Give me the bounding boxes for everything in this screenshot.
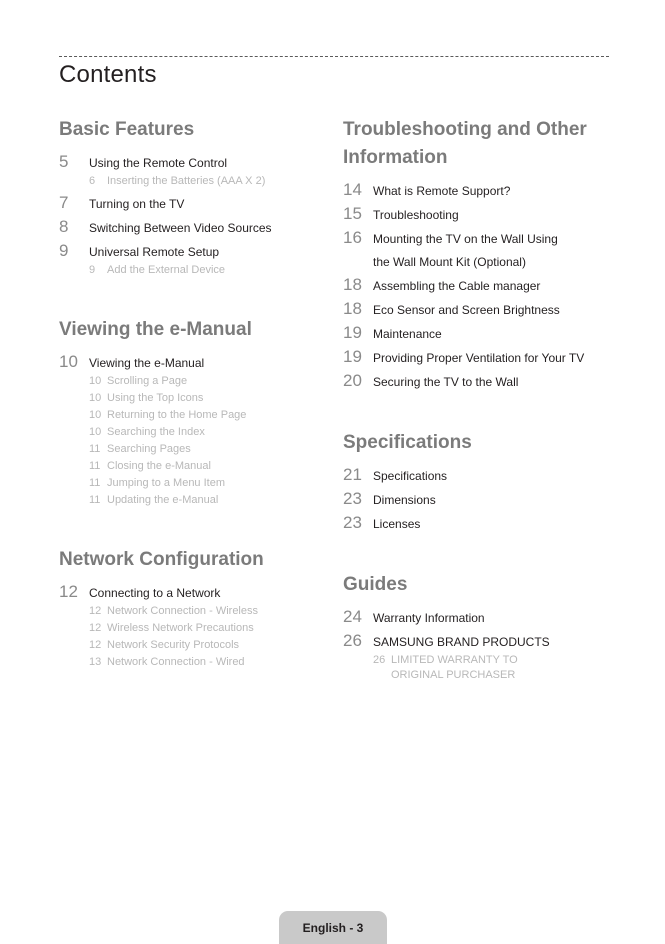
- entry-label: [89, 585, 220, 602]
- entry-page-number: 16: [343, 228, 362, 247]
- entry-label-line: What is Remote Support?: [373, 184, 511, 198]
- section-title: Viewing the e-Manual: [59, 319, 252, 340]
- subentry-label: [107, 263, 225, 278]
- subentry-page-number: 11: [89, 494, 101, 506]
- entry-label: [89, 196, 184, 213]
- entry-label-line: Specifications: [373, 469, 448, 483]
- subentry-page-number: 10: [89, 409, 102, 421]
- toc-right-column: [343, 116, 613, 683]
- toc-subentry[interactable]: [89, 263, 329, 278]
- subentry-page-number: 11: [89, 460, 101, 472]
- entry-page-number: 19: [343, 323, 362, 342]
- entry-label-line: Eco Sensor and Screen Brightness: [373, 303, 560, 317]
- subentry-label: [107, 408, 246, 423]
- entry-label: [373, 492, 436, 509]
- entry-label: [373, 207, 459, 224]
- entry-label-line: Maintenance: [373, 327, 442, 341]
- subentry-label-line: Searching the Index: [107, 426, 205, 438]
- entry-label-line: Providing Proper Ventilation for Your TV: [373, 351, 585, 365]
- toc-subentry[interactable]: [89, 493, 329, 508]
- toc-subentry[interactable]: [373, 653, 613, 683]
- toc-entry[interactable]: [343, 347, 613, 367]
- toc-entry[interactable]: [343, 299, 613, 319]
- toc-entry[interactable]: [59, 152, 329, 172]
- subentry-label-line: Returning to the Home Page: [107, 409, 247, 421]
- toc-subentry[interactable]: [89, 174, 329, 189]
- subentry-label-line: Closing the e-Manual: [107, 460, 211, 472]
- toc-section: [59, 316, 329, 508]
- entry-page-number: 8: [59, 217, 69, 236]
- subentry-page-number: 6: [89, 175, 96, 187]
- toc-entry[interactable]: [343, 371, 613, 391]
- entry-label-line: Licenses: [373, 517, 421, 531]
- toc-subentry[interactable]: [89, 442, 329, 457]
- entry-page-number: 24: [343, 607, 362, 626]
- entry-label: [89, 220, 272, 237]
- subentry-label: [107, 391, 203, 406]
- subentry-label-line: Network Security Protocols: [107, 639, 240, 651]
- entry-label-line: Securing the TV to the Wall: [373, 375, 519, 389]
- entry-page-number: 5: [59, 152, 69, 171]
- subentry-page-number: 10: [89, 426, 102, 438]
- entry-page-number: 18: [343, 299, 362, 318]
- subentry-label: [107, 621, 254, 636]
- page-footer-tab: English - 3: [279, 911, 387, 944]
- entry-page-number: 14: [343, 180, 362, 199]
- toc-entry[interactable]: [343, 607, 613, 627]
- subentry-label-line: Updating the e-Manual: [107, 494, 219, 506]
- subentry-label: [107, 476, 225, 491]
- entry-list: [343, 180, 613, 391]
- toc-entry[interactable]: [59, 193, 329, 213]
- subentry-label: [107, 655, 245, 670]
- entry-label-line: Assembling the Cable manager: [373, 279, 541, 293]
- toc-subentry[interactable]: [89, 408, 329, 423]
- section-title: Troubleshooting and Other Information: [343, 119, 587, 168]
- entry-label-line: Dimensions: [373, 493, 436, 507]
- entry-label: [373, 278, 540, 295]
- subentry-label: [107, 374, 187, 389]
- subentry-label-line: ORIGINAL PURCHASER: [391, 669, 516, 681]
- toc-section: [343, 116, 613, 391]
- toc-entry[interactable]: [343, 489, 613, 509]
- entry-label: [373, 610, 485, 627]
- toc-entry[interactable]: [343, 228, 613, 271]
- subentry-page-number: 13: [89, 656, 102, 668]
- subentry-label-line: Searching Pages: [107, 443, 191, 455]
- toc-subentry[interactable]: [89, 604, 329, 619]
- entry-page-number: 23: [343, 513, 362, 532]
- toc-entry[interactable]: [343, 465, 613, 485]
- subentry-label: [107, 442, 191, 457]
- subentry-page-number: 9: [89, 264, 96, 276]
- subentry-label: [391, 653, 518, 683]
- entry-label: [373, 302, 560, 319]
- entry-label: [373, 350, 584, 367]
- subentry-label: [107, 425, 205, 440]
- subentry-label-line: Jumping to a Menu Item: [107, 477, 226, 489]
- toc-entry[interactable]: [343, 323, 613, 343]
- entry-label-line: Warranty Information: [373, 611, 485, 625]
- entry-label: [89, 155, 227, 172]
- subentry-label-line: Scrolling a Page: [107, 375, 188, 387]
- subentry-label-line: Add the External Device: [107, 264, 226, 276]
- entry-list: [59, 352, 329, 508]
- toc-entry[interactable]: [343, 631, 613, 651]
- subentry-label-line: LIMITED WARRANTY TO: [391, 654, 518, 666]
- toc-subentry[interactable]: [89, 425, 329, 440]
- section-title: Guides: [343, 574, 408, 595]
- entry-page-number: 20: [343, 371, 362, 390]
- entry-label: [373, 326, 442, 343]
- entry-page-number: 23: [343, 489, 362, 508]
- toc-section: [343, 571, 613, 683]
- toc-entry[interactable]: [59, 352, 329, 372]
- entry-label: [373, 374, 518, 391]
- entry-label: [89, 244, 219, 261]
- toc-subentry[interactable]: [89, 374, 329, 389]
- entry-page-number: 10: [59, 352, 78, 371]
- entry-label: [373, 183, 510, 200]
- toc-subentry[interactable]: [89, 391, 329, 406]
- entry-list: [343, 465, 613, 533]
- subentry-page-number: 10: [89, 392, 102, 404]
- page-title: Contents: [59, 61, 157, 88]
- toc-section: [343, 429, 613, 533]
- subentry-label-line: Network Connection - Wireless: [107, 605, 258, 617]
- entry-page-number: 21: [343, 465, 362, 484]
- subentry-page-number: 11: [89, 443, 101, 455]
- subentry-page-number: 10: [89, 375, 102, 387]
- subentry-page-number: 12: [89, 605, 102, 617]
- entry-page-number: 26: [343, 631, 362, 650]
- toc-subentry[interactable]: [89, 459, 329, 474]
- entry-label: [89, 355, 204, 372]
- subentry-label-line: Network Connection - Wired: [107, 656, 245, 668]
- toc-entry[interactable]: [343, 204, 613, 224]
- entry-label-line: Troubleshooting: [373, 208, 459, 222]
- subentry-page-number: 12: [89, 639, 102, 651]
- toc-entry[interactable]: [59, 582, 329, 602]
- subentry-page-number: 11: [89, 477, 101, 489]
- section-title: Basic Features: [59, 119, 195, 140]
- entry-label-line: Switching Between Video Sources: [89, 221, 272, 235]
- toc-subentry[interactable]: [89, 476, 329, 491]
- toc-entry[interactable]: [343, 513, 613, 533]
- toc-entry[interactable]: [59, 217, 329, 237]
- toc-entry[interactable]: [343, 275, 613, 295]
- entry-list: [59, 152, 329, 278]
- entry-page-number: 18: [343, 275, 362, 294]
- entry-list: [59, 582, 329, 670]
- toc-section: [59, 546, 329, 670]
- toc-section: [59, 116, 329, 278]
- entry-label-line: SAMSUNG BRAND PRODUCTS: [373, 635, 550, 649]
- entry-label-line: Turning on the TV: [89, 197, 185, 211]
- subentry-label-line: Inserting the Batteries (AAA X 2): [107, 175, 266, 187]
- toc-left-column: [59, 116, 329, 670]
- subentry-label-line: Using the Top Icons: [107, 392, 204, 404]
- subentry-label: [107, 604, 258, 619]
- subentry-page-number: 26: [373, 654, 386, 666]
- section-title: Network Configuration: [59, 549, 264, 570]
- toc-subentry[interactable]: [89, 638, 329, 653]
- entry-list: [343, 607, 613, 683]
- subentry-label: [107, 459, 211, 474]
- entry-label-line: Viewing the e-Manual: [89, 356, 205, 370]
- entry-page-number: 12: [59, 582, 78, 601]
- entry-label-line: Universal Remote Setup: [89, 245, 220, 259]
- toc-entry[interactable]: [59, 241, 329, 261]
- entry-page-number: 9: [59, 241, 69, 260]
- entry-label: [373, 468, 447, 485]
- entry-label-line: Mounting the TV on the Wall Using: [373, 232, 558, 246]
- section-title: Specifications: [343, 432, 472, 453]
- entry-label: [373, 231, 558, 271]
- subentry-label-line: Wireless Network Precautions: [107, 622, 254, 634]
- entry-page-number: 15: [343, 204, 362, 223]
- toc-subentry[interactable]: [89, 621, 329, 636]
- subentry-label: [107, 493, 218, 508]
- entry-label-line: Connecting to a Network: [89, 586, 221, 600]
- entry-label: [373, 634, 550, 651]
- entry-label: [373, 516, 420, 533]
- header-dashed-rule: [59, 56, 609, 57]
- subentry-label: [107, 638, 239, 653]
- subentry-label: [107, 174, 265, 189]
- toc-entry[interactable]: [343, 180, 613, 200]
- entry-page-number: 7: [59, 193, 69, 212]
- entry-page-number: 19: [343, 347, 362, 366]
- toc-subentry[interactable]: [89, 655, 329, 670]
- entry-label-line: the Wall Mount Kit (Optional): [373, 255, 526, 269]
- entry-label-line: Using the Remote Control: [89, 156, 228, 170]
- subentry-page-number: 12: [89, 622, 102, 634]
